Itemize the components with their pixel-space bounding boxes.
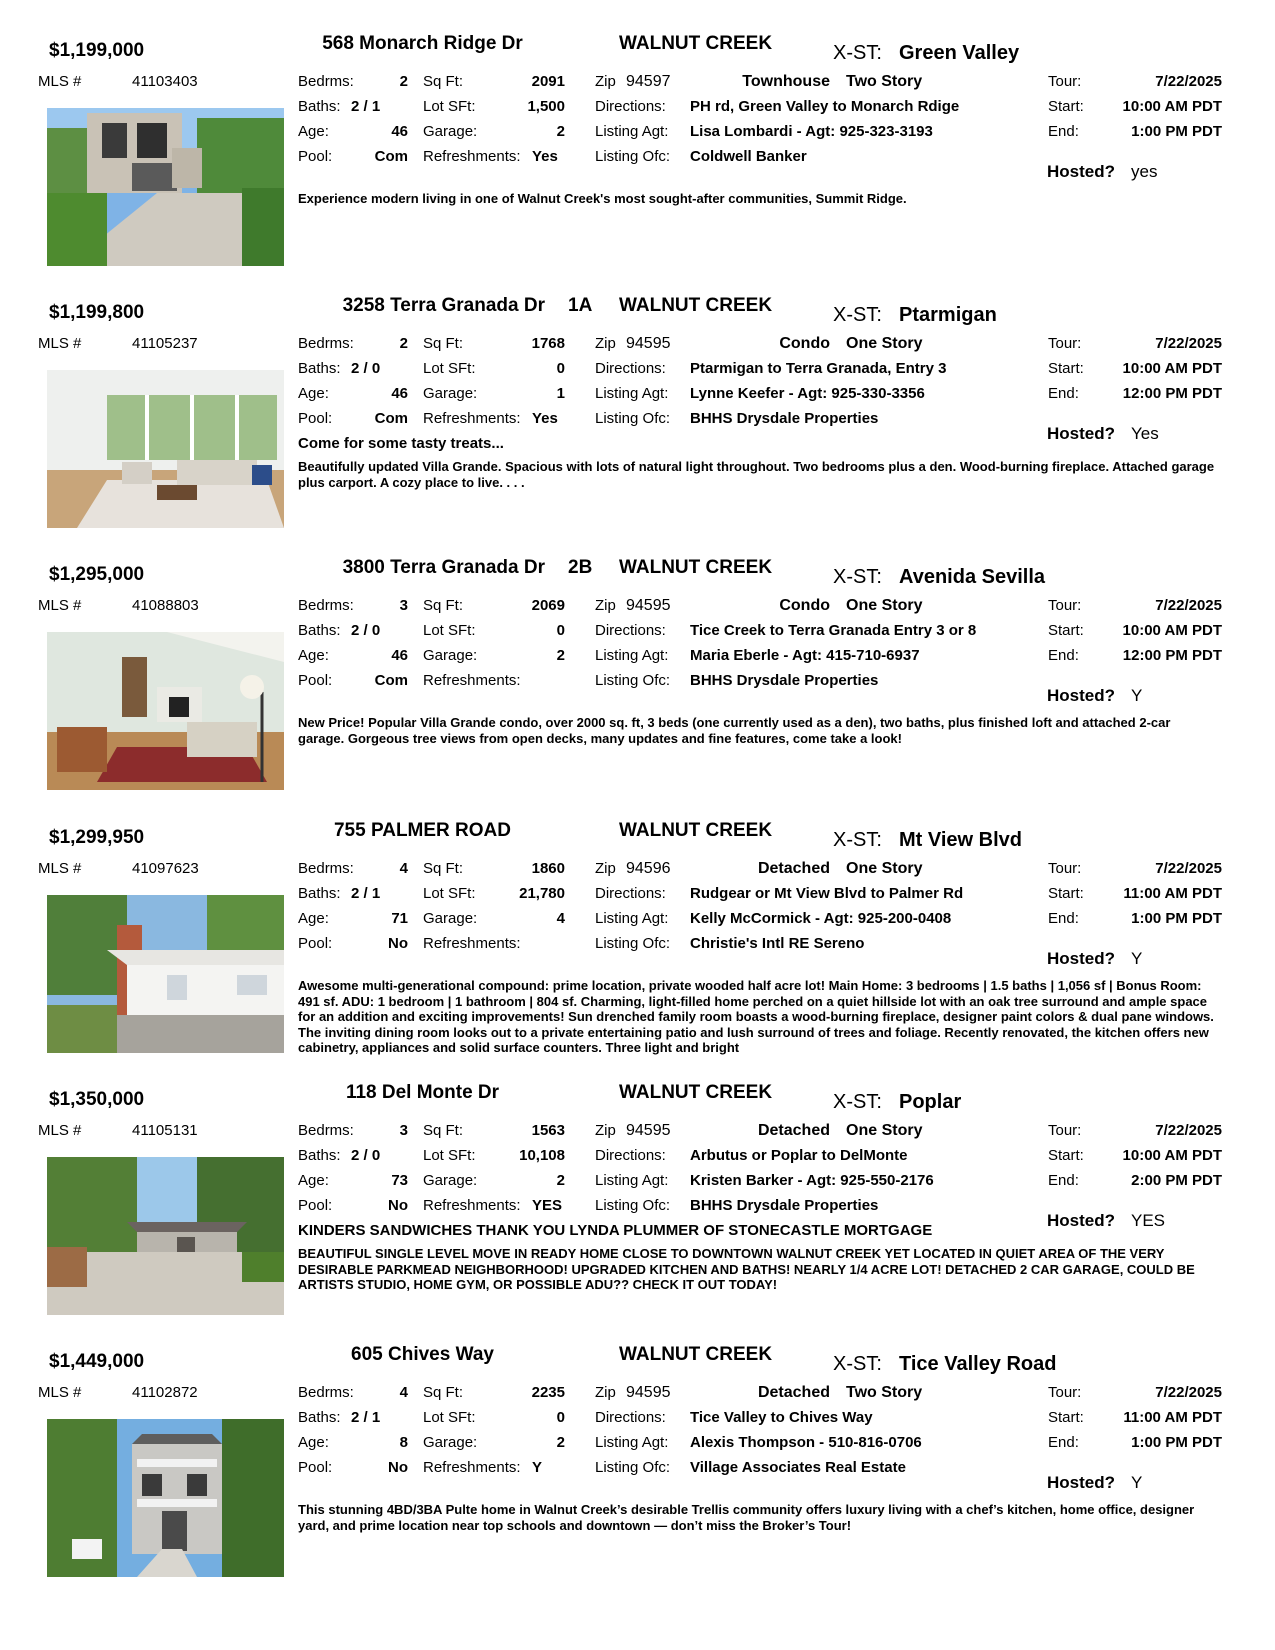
listing-ofc-value: Christie's Intl RE Sereno xyxy=(690,935,865,952)
age-label: Age: xyxy=(298,1172,329,1189)
bedrms-value: 4 xyxy=(399,1384,408,1401)
garage-label: Garage: xyxy=(423,1172,478,1189)
sqft-label: Sq Ft: xyxy=(423,597,464,614)
mls-label: MLS # xyxy=(38,597,82,614)
listing-agt-label: Listing Agt: xyxy=(595,910,669,927)
tour-value: 7/22/2025 xyxy=(1155,73,1222,90)
directions-value: PH rd, Green Valley to Monarch Rdige xyxy=(690,98,960,115)
garage-label: Garage: xyxy=(423,123,478,140)
sqft-value: 1860 xyxy=(531,860,565,877)
listing-card xyxy=(0,1327,1275,1577)
directions-label: Directions: xyxy=(595,885,666,902)
lotsft-label: Lot SFt: xyxy=(423,885,476,902)
baths-value: 2 / 0 xyxy=(351,1147,381,1164)
listing-photo xyxy=(47,1157,284,1315)
listing-price: $1,199,800 xyxy=(49,302,145,323)
listing-agt-label: Listing Agt: xyxy=(595,1172,669,1189)
listing-agt-value: Alexis Thompson - 510-816-0706 xyxy=(690,1434,922,1451)
hosted-value: yes xyxy=(1131,162,1158,181)
refreshments-value: Y xyxy=(532,1459,543,1476)
bedrms-label: Bedrms: xyxy=(298,597,354,614)
listing-ofc-value: BHHS Drysdale Properties xyxy=(690,672,879,689)
cross-street-label: X-ST: xyxy=(833,1091,882,1113)
listing-remarks: This stunning 4BD/3BA Pulte home in Walnut Creek’s desirable Trellis community offers luxury living with a chef’s kitchen, home office, designer yard, and prime location near top schools and downtown — don’t miss the Broker’s Tour! xyxy=(298,1502,1195,1533)
sqft-label: Sq Ft: xyxy=(423,1384,464,1401)
listing-ofc-label: Listing Ofc: xyxy=(595,410,671,427)
listing-remarks: Experience modern living in one of Walnut Creek's most sought-after communities, Summit Ridge. xyxy=(298,191,907,206)
listing-agt-label: Listing Agt: xyxy=(595,647,669,664)
directions-value: Rudgear or Mt View Blvd to Palmer Rd xyxy=(690,885,964,902)
bedrms-value: 3 xyxy=(399,597,408,614)
pool-value: No xyxy=(388,935,408,952)
listing-remarks: BEAUTIFUL SINGLE LEVEL MOVE IN READY HOME CLOSE TO DOWNTOWN WALNUT CREEK YET LOCATED IN QUIET AREA OF THE VERY DESIRABLE PARKMEAD NEIGHBORHOOD! UPGRADED KITCHEN AND BATHS! NEARLY 1/4 ACRE LOT! DETACHED 2 CAR GARAGE, COULD BE ARTISTS STUDIO, HOME GYM, OR POSSIBLE ADU?? CHECK IT OUT TODAY! xyxy=(298,1246,1195,1292)
tour-value: 7/22/2025 xyxy=(1155,860,1222,877)
refreshments-label: Refreshments: xyxy=(423,1459,521,1476)
bedrms-label: Bedrms: xyxy=(298,335,354,352)
hosted-label: Hosted? xyxy=(1047,949,1115,968)
hosted-label: Hosted? xyxy=(1047,1473,1115,1492)
listing-city: WALNUT CREEK xyxy=(619,33,773,54)
hosted-label: Hosted? xyxy=(1047,162,1115,181)
end-value: 2:00 PM PDT xyxy=(1131,1172,1222,1189)
end-label: End: xyxy=(1048,1172,1079,1189)
hosted-value: Y xyxy=(1131,949,1143,968)
end-label: End: xyxy=(1048,910,1079,927)
hosted-value: Yes xyxy=(1131,424,1159,443)
pool-value: Com xyxy=(374,672,408,689)
hosted-value: Y xyxy=(1131,1473,1143,1492)
end-label: End: xyxy=(1048,123,1079,140)
cross-street-value: Ptarmigan xyxy=(899,304,997,326)
pool-value: No xyxy=(388,1459,408,1476)
listing-remarks: Beautifully updated Villa Grande. Spacious with lots of natural light throughout. Two bedrooms plus a den. Wood-burning fireplace. Attached garage plus carport. A cozy place to live. . . . xyxy=(298,459,1215,490)
listing-unit: 2B xyxy=(568,557,593,578)
listing-card xyxy=(0,16,1275,266)
start-value: 11:00 AM PDT xyxy=(1123,885,1222,902)
baths-label: Baths: xyxy=(298,360,341,377)
pool-label: Pool: xyxy=(298,1197,333,1214)
listing-agt-value: Lisa Lombardi - Agt: 925-323-3193 xyxy=(690,123,933,140)
sqft-value: 1563 xyxy=(531,1122,565,1139)
tour-label: Tour: xyxy=(1048,597,1082,614)
bedrms-value: 4 xyxy=(399,860,408,877)
pool-value: Com xyxy=(374,410,408,427)
listing-agt-value: Lynne Keefer - Agt: 925-330-3356 xyxy=(690,385,925,402)
refreshments-value: YES xyxy=(532,1197,563,1214)
tour-label: Tour: xyxy=(1048,860,1082,877)
listing-photo xyxy=(47,370,284,528)
end-label: End: xyxy=(1048,385,1079,402)
listing-card xyxy=(0,1065,1275,1315)
listing-price: $1,449,000 xyxy=(49,1351,145,1372)
zip-label: Zip xyxy=(595,860,616,877)
age-label: Age: xyxy=(298,123,329,140)
listing-unit: 1A xyxy=(568,295,593,316)
age-value: 71 xyxy=(391,910,408,927)
lotsft-label: Lot SFt: xyxy=(423,1409,476,1426)
zip-value: 94595 xyxy=(626,335,671,352)
tour-label: Tour: xyxy=(1048,73,1082,90)
listing-card xyxy=(0,803,1275,1053)
refreshments-label: Refreshments: xyxy=(423,148,521,165)
garage-value: 2 xyxy=(556,647,565,664)
end-value: 1:00 PM PDT xyxy=(1131,123,1222,140)
age-label: Age: xyxy=(298,385,329,402)
refreshments-value: Yes xyxy=(532,148,558,165)
property-type: Condo xyxy=(779,335,830,352)
cross-street-value: Tice Valley Road xyxy=(899,1353,1057,1375)
hosted-label: Hosted? xyxy=(1047,1211,1115,1230)
garage-value: 1 xyxy=(556,385,565,402)
start-value: 10:00 AM PDT xyxy=(1122,622,1222,639)
end-label: End: xyxy=(1048,647,1079,664)
listing-address: 3800 Terra Granada Dr xyxy=(342,557,545,578)
listing-city: WALNUT CREEK xyxy=(619,1082,773,1103)
listing-notes: KINDERS SANDWICHES THANK YOU LYNDA PLUMMER OF STONECASTLE MORTGAGE xyxy=(298,1222,933,1239)
end-value: 12:00 PM PDT xyxy=(1122,647,1222,664)
age-label: Age: xyxy=(298,647,329,664)
listing-photo xyxy=(47,632,284,790)
age-value: 73 xyxy=(391,1172,408,1189)
age-value: 46 xyxy=(391,385,408,402)
zip-value: 94596 xyxy=(626,860,671,877)
cross-street-value: Mt View Blvd xyxy=(899,829,1022,851)
listing-ofc-value: BHHS Drysdale Properties xyxy=(690,1197,879,1214)
cross-street-label: X-ST: xyxy=(833,304,882,326)
sqft-label: Sq Ft: xyxy=(423,860,464,877)
lotsft-value: 0 xyxy=(556,622,565,639)
baths-label: Baths: xyxy=(298,885,341,902)
hosted-value: Y xyxy=(1131,686,1143,705)
cross-street-value: Poplar xyxy=(899,1091,962,1113)
directions-value: Ptarmigan to Terra Granada, Entry 3 xyxy=(690,360,947,377)
end-label: End: xyxy=(1048,1434,1079,1451)
cross-street-label: X-ST: xyxy=(833,1353,882,1375)
bedrms-value: 2 xyxy=(399,73,408,90)
listing-photo xyxy=(47,1419,284,1577)
property-stories: Two Story xyxy=(846,73,923,90)
mls-number: 41097623 xyxy=(132,860,199,877)
sqft-value: 2091 xyxy=(531,73,565,90)
hosted-label: Hosted? xyxy=(1047,424,1115,443)
garage-value: 2 xyxy=(556,123,565,140)
baths-value: 2 / 1 xyxy=(351,885,381,902)
cross-street-label: X-ST: xyxy=(833,566,882,588)
listing-photo xyxy=(47,895,284,1053)
listing-ofc-value: Village Associates Real Estate xyxy=(690,1459,906,1476)
directions-label: Directions: xyxy=(595,1409,666,1426)
property-type: Detached xyxy=(757,860,830,877)
pool-label: Pool: xyxy=(298,672,333,689)
sqft-label: Sq Ft: xyxy=(423,73,464,90)
tour-label: Tour: xyxy=(1048,335,1082,352)
bedrms-label: Bedrms: xyxy=(298,860,354,877)
listing-notes: Come for some tasty treats... xyxy=(298,435,504,452)
listing-agt-label: Listing Agt: xyxy=(595,385,669,402)
listing-ofc-label: Listing Ofc: xyxy=(595,672,671,689)
property-stories: One Story xyxy=(846,860,923,877)
property-type: Detached xyxy=(757,1384,830,1401)
lotsft-value: 1,500 xyxy=(527,98,565,115)
garage-value: 2 xyxy=(556,1172,565,1189)
garage-label: Garage: xyxy=(423,910,478,927)
baths-value: 2 / 0 xyxy=(351,360,381,377)
sqft-label: Sq Ft: xyxy=(423,335,464,352)
cross-street-value: Green Valley xyxy=(899,42,1020,64)
directions-label: Directions: xyxy=(595,622,666,639)
tour-value: 7/22/2025 xyxy=(1155,1122,1222,1139)
garage-label: Garage: xyxy=(423,647,478,664)
lotsft-label: Lot SFt: xyxy=(423,360,476,377)
listing-agt-value: Kelly McCormick - Agt: 925-200-0408 xyxy=(690,910,952,927)
bedrms-value: 2 xyxy=(399,335,408,352)
start-label: Start: xyxy=(1048,1147,1084,1164)
listing-ofc-value: BHHS Drysdale Properties xyxy=(690,410,879,427)
directions-value: Arbutus or Poplar to DelMonte xyxy=(690,1147,908,1164)
hosted-value: YES xyxy=(1131,1211,1166,1230)
bedrms-label: Bedrms: xyxy=(298,1122,354,1139)
zip-label: Zip xyxy=(595,1122,616,1139)
mls-number: 41088803 xyxy=(132,597,199,614)
cross-street-label: X-ST: xyxy=(833,42,882,64)
mls-number: 41105237 xyxy=(132,335,198,352)
end-value: 1:00 PM PDT xyxy=(1131,1434,1222,1451)
zip-label: Zip xyxy=(595,1384,616,1401)
directions-value: Tice Valley to Chives Way xyxy=(690,1409,873,1426)
directions-label: Directions: xyxy=(595,1147,666,1164)
garage-label: Garage: xyxy=(423,1434,478,1451)
baths-label: Baths: xyxy=(298,98,341,115)
property-stories: One Story xyxy=(846,335,923,352)
property-type: Condo xyxy=(779,597,830,614)
hosted-label: Hosted? xyxy=(1047,686,1115,705)
mls-number: 41103403 xyxy=(132,73,198,90)
zip-value: 94595 xyxy=(626,597,671,614)
cross-street-label: X-ST: xyxy=(833,829,882,851)
lotsft-value: 0 xyxy=(556,360,565,377)
listing-city: WALNUT CREEK xyxy=(619,820,773,841)
listing-city: WALNUT CREEK xyxy=(619,1344,773,1365)
mls-label: MLS # xyxy=(38,1384,82,1401)
tour-label: Tour: xyxy=(1048,1384,1082,1401)
property-type: Detached xyxy=(757,1122,830,1139)
listing-remarks: Awesome multi-generational compound: prime location, private wooded half acre lot! Main Home: 3 bedrooms | 1.5 baths | 1,056 sf | Bonus Room: 491 sf. ADU: 1 bedroom | 1 bathroom | 804 sf. Charming, light-filled home perched on a quiet hillside lot with an oak tree surround and ample space for an addition and exciting improvements! Sun drenched family room boasts a wood-burning fireplace, designer paint colors & dual pane windows. The inviting dining room looks out to a private entertaining patio and lush surround of trees and foliage. Recently renovated, the kitchen offers new cabinetry, appliances and solid surface counters. Three light and bright xyxy=(298,978,1214,1055)
sqft-label: Sq Ft: xyxy=(423,1122,464,1139)
listing-address: 755 PALMER ROAD xyxy=(333,820,511,841)
lotsft-label: Lot SFt: xyxy=(423,1147,476,1164)
listing-address: 568 Monarch Ridge Dr xyxy=(322,33,523,54)
refreshments-value: Yes xyxy=(532,410,558,427)
sqft-value: 2069 xyxy=(531,597,565,614)
zip-value: 94595 xyxy=(626,1384,671,1401)
mls-label: MLS # xyxy=(38,335,82,352)
pool-label: Pool: xyxy=(298,1459,333,1476)
tour-value: 7/22/2025 xyxy=(1155,1384,1222,1401)
listing-address: 3258 Terra Granada Dr xyxy=(342,295,545,316)
listing-address: 118 Del Monte Dr xyxy=(345,1082,500,1103)
zip-value: 94597 xyxy=(626,73,671,90)
garage-label: Garage: xyxy=(423,385,478,402)
directions-label: Directions: xyxy=(595,98,666,115)
listing-agt-value: Maria Eberle - Agt: 415-710-6937 xyxy=(690,647,920,664)
sqft-value: 2235 xyxy=(531,1384,565,1401)
tour-value: 7/22/2025 xyxy=(1155,335,1222,352)
age-value: 46 xyxy=(391,123,408,140)
property-stories: One Story xyxy=(846,1122,923,1139)
listing-ofc-value: Coldwell Banker xyxy=(690,148,807,165)
zip-value: 94595 xyxy=(626,1122,671,1139)
end-value: 12:00 PM PDT xyxy=(1122,385,1222,402)
lotsft-value: 10,108 xyxy=(519,1147,565,1164)
directions-label: Directions: xyxy=(595,360,666,377)
lotsft-label: Lot SFt: xyxy=(423,98,476,115)
baths-value: 2 / 1 xyxy=(351,1409,381,1426)
refreshments-label: Refreshments: xyxy=(423,935,521,952)
bedrms-value: 3 xyxy=(399,1122,408,1139)
baths-label: Baths: xyxy=(298,1147,341,1164)
baths-value: 2 / 0 xyxy=(351,622,381,639)
pool-label: Pool: xyxy=(298,148,333,165)
lotsft-value: 0 xyxy=(556,1409,565,1426)
property-type: Townhouse xyxy=(742,73,830,90)
zip-label: Zip xyxy=(595,335,616,352)
baths-label: Baths: xyxy=(298,622,341,639)
zip-label: Zip xyxy=(595,597,616,614)
end-value: 1:00 PM PDT xyxy=(1131,910,1222,927)
listing-price: $1,199,000 xyxy=(49,40,145,61)
listing-photo xyxy=(47,108,284,266)
listing-ofc-label: Listing Ofc: xyxy=(595,148,671,165)
listing-city: WALNUT CREEK xyxy=(619,295,773,316)
listing-price: $1,350,000 xyxy=(49,1089,145,1110)
lotsft-label: Lot SFt: xyxy=(423,622,476,639)
listing-card xyxy=(0,278,1275,528)
bedrms-label: Bedrms: xyxy=(298,73,354,90)
refreshments-label: Refreshments: xyxy=(423,672,521,689)
bedrms-label: Bedrms: xyxy=(298,1384,354,1401)
listing-ofc-label: Listing Ofc: xyxy=(595,935,671,952)
refreshments-label: Refreshments: xyxy=(423,1197,521,1214)
listing-price: $1,295,000 xyxy=(49,564,145,585)
listing-card xyxy=(0,540,1275,790)
directions-value: Tice Creek to Terra Granada Entry 3 or 8 xyxy=(690,622,977,639)
listing-agt-value: Kristen Barker - Agt: 925-550-2176 xyxy=(690,1172,934,1189)
start-label: Start: xyxy=(1048,885,1084,902)
mls-number: 41102872 xyxy=(132,1384,198,1401)
listing-city: WALNUT CREEK xyxy=(619,557,773,578)
pool-label: Pool: xyxy=(298,935,333,952)
start-label: Start: xyxy=(1048,98,1084,115)
property-stories: Two Story xyxy=(846,1384,923,1401)
garage-value: 2 xyxy=(556,1434,565,1451)
tour-label: Tour: xyxy=(1048,1122,1082,1139)
start-value: 11:00 AM PDT xyxy=(1123,1409,1222,1426)
tour-value: 7/22/2025 xyxy=(1155,597,1222,614)
age-label: Age: xyxy=(298,910,329,927)
sqft-value: 1768 xyxy=(531,335,565,352)
baths-label: Baths: xyxy=(298,1409,341,1426)
age-value: 46 xyxy=(391,647,408,664)
age-value: 8 xyxy=(399,1434,408,1451)
mls-number: 41105131 xyxy=(132,1122,198,1139)
age-label: Age: xyxy=(298,1434,329,1451)
listing-address: 605 Chives Way xyxy=(351,1344,494,1365)
start-value: 10:00 AM PDT xyxy=(1122,98,1222,115)
listing-agt-label: Listing Agt: xyxy=(595,1434,669,1451)
listing-ofc-label: Listing Ofc: xyxy=(595,1459,671,1476)
listing-price: $1,299,950 xyxy=(49,827,145,848)
baths-value: 2 / 1 xyxy=(351,98,381,115)
mls-label: MLS # xyxy=(38,860,82,877)
listing-agt-label: Listing Agt: xyxy=(595,123,669,140)
pool-value: Com xyxy=(374,148,408,165)
refreshments-label: Refreshments: xyxy=(423,410,521,427)
start-label: Start: xyxy=(1048,622,1084,639)
property-stories: One Story xyxy=(846,597,923,614)
listing-ofc-label: Listing Ofc: xyxy=(595,1197,671,1214)
garage-value: 4 xyxy=(556,910,565,927)
pool-label: Pool: xyxy=(298,410,333,427)
zip-label: Zip xyxy=(595,73,616,90)
pool-value: No xyxy=(388,1197,408,1214)
start-label: Start: xyxy=(1048,360,1084,377)
cross-street-value: Avenida Sevilla xyxy=(899,566,1045,588)
mls-label: MLS # xyxy=(38,1122,82,1139)
listing-remarks: New Price! Popular Villa Grande condo, over 2000 sq. ft, 3 beds (one currently used as a den), two baths, plus finished loft and attached 2-car garage. Gorgeous tree views from open decks, many updates and fine features, come take a look! xyxy=(298,715,1171,746)
lotsft-value: 21,780 xyxy=(519,885,565,902)
mls-label: MLS # xyxy=(38,73,82,90)
start-value: 10:00 AM PDT xyxy=(1122,1147,1222,1164)
start-label: Start: xyxy=(1048,1409,1084,1426)
start-value: 10:00 AM PDT xyxy=(1122,360,1222,377)
